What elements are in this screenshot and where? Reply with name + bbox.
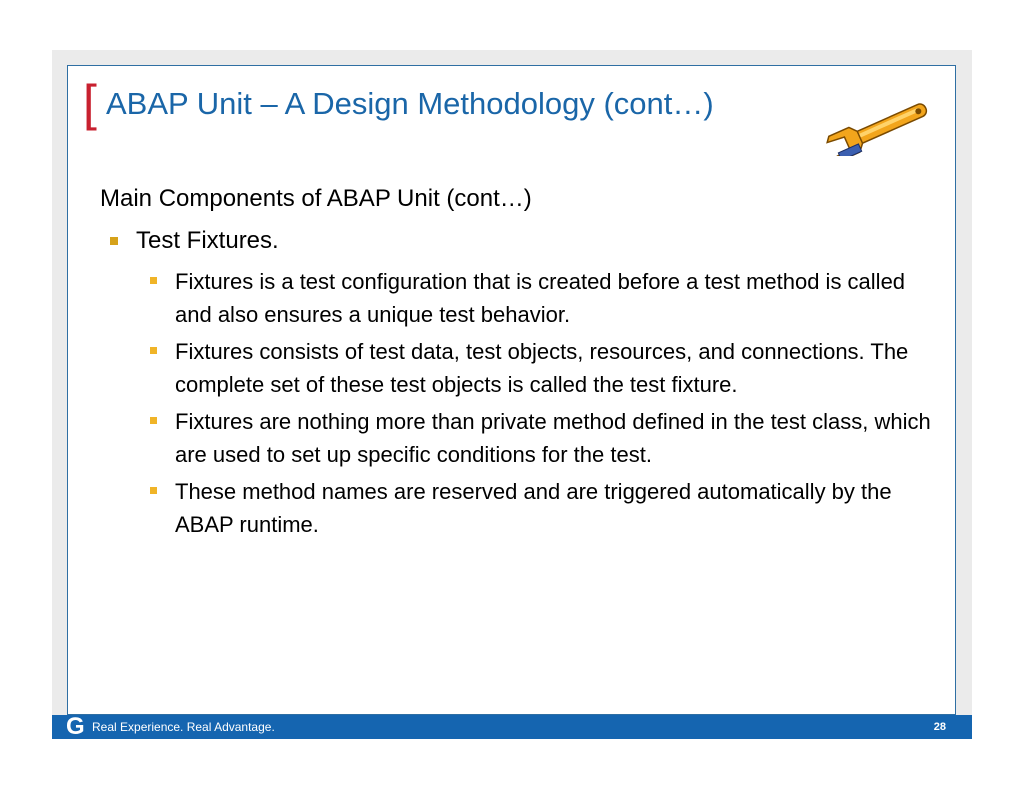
bullet-square-icon (150, 347, 157, 354)
list-item-text: Fixtures consists of test data, test objects, resources, and connections. The complete set of these test objects is called the test fixture. (175, 339, 909, 397)
bullet-square-icon (110, 237, 118, 245)
list-item (100, 225, 940, 257)
list-item-text: Fixtures is a test configuration that is created before a test method is called and also ensures a unique test behavior. (175, 269, 906, 327)
title-bracket: [ (83, 75, 97, 131)
list-item-text: Test Fixtures. (136, 227, 279, 254)
list-item-text: Fixtures are nothing more than private method defined in the test class, which are used to set up specific conditions for the test. (175, 409, 931, 467)
list-item (100, 265, 935, 331)
page-number: 28 (933, 721, 946, 733)
slide-body (100, 183, 940, 545)
list-item-text: These method names are reserved and are triggered automatically by the ABAP runtime. (175, 479, 892, 537)
bullet-square-icon (150, 277, 157, 284)
list-item (100, 335, 935, 401)
bullet-square-icon (150, 417, 157, 424)
slide-title: ABAP Unit – A Design Methodology (cont…) (106, 86, 714, 121)
list-item (100, 475, 935, 541)
footer-tagline: Real Experience. Real Advantage. (92, 720, 275, 734)
bullet-square-icon (150, 487, 157, 494)
wrench-icon (822, 100, 942, 156)
section-heading: Main Components of ABAP Unit (cont…) (100, 185, 532, 212)
footer-bar (52, 715, 972, 739)
list-item (100, 405, 935, 471)
company-logo: G (66, 713, 85, 740)
